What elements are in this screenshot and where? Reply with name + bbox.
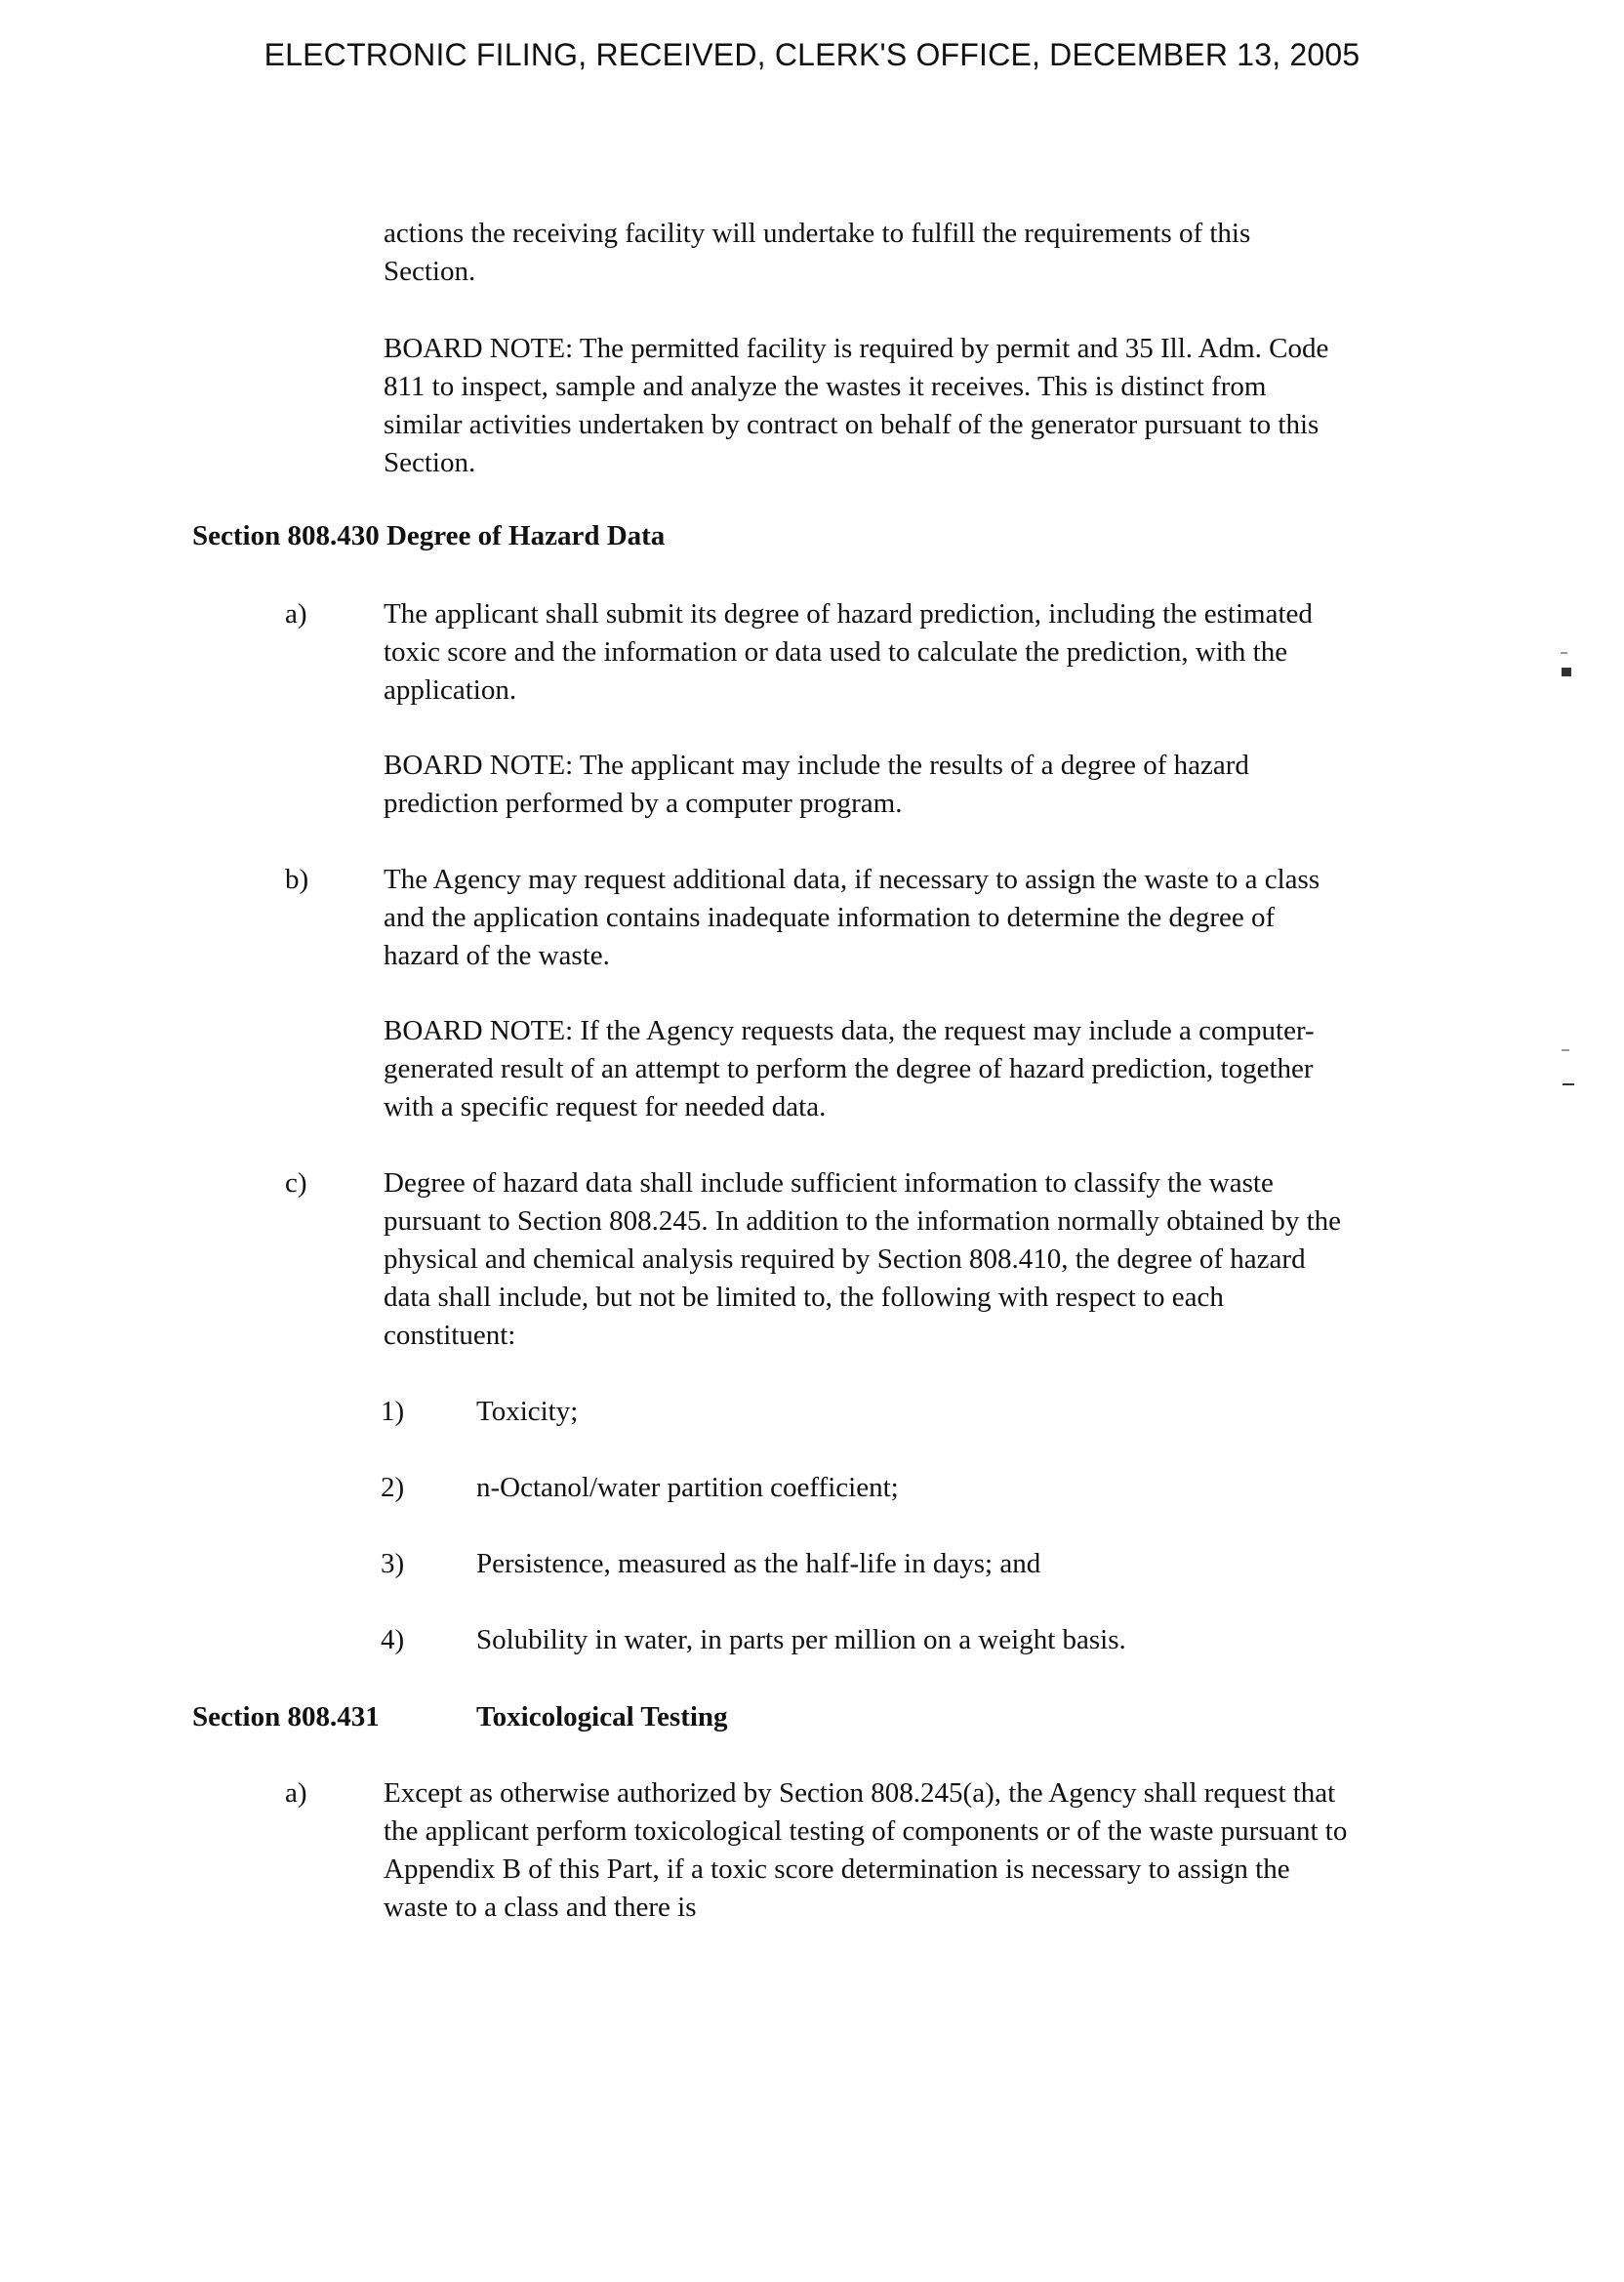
section-431-item-a-text: Except as otherwise authorized by Section 808.245(a), the Agency shall request that the applicant perform toxicological testing of components or of the waste pursuant to Appendix B of this Part, if a toxic score determination is necessary to assign the waste to a class and there is bbox=[384, 1777, 1348, 1923]
section-430-heading: Section 808.430 Degree of Hazard Data bbox=[192, 520, 666, 551]
intro-board-note: BOARD NOTE: The permitted facility is required by permit and 35 Ill. Adm. Code 811 to inspect, sample and analyze the wastes it receives. This is distinct from similar activities undertaken by contract on behalf of the generator pursuant to this Section. bbox=[384, 333, 1329, 478]
item-c-marker: c) bbox=[285, 1167, 307, 1199]
scan-speck bbox=[1562, 1049, 1569, 1051]
item-c-text: Degree of hazard data shall include sufficient information to classify the waste pursuant to Section 808.245. In addition to the information normally obtained by the physical and chemical analysis required by Section 808.410, the degree of hazard data shall include, but not be limited to, the following with respect to each constituent: bbox=[384, 1167, 1342, 1351]
section-431-number: Section 808.431 bbox=[192, 1701, 380, 1732]
section-431-title: Toxicological Testing bbox=[476, 1701, 728, 1732]
item-a-board-note: BOARD NOTE: The applicant may include the results of a degree of hazard prediction performed by a computer program. bbox=[384, 750, 1249, 819]
subitem-3-text: Persistence, measured as the half-life in days; and bbox=[476, 1548, 1041, 1579]
item-a-text: The applicant shall submit its degree of hazard prediction, including the estimated toxic score and the information or data used to calculate the prediction, with the application. bbox=[384, 598, 1313, 706]
filing-header: ELECTRONIC FILING, RECEIVED, CLERK'S OFFICE, DECEMBER 13, 2005 bbox=[264, 37, 1360, 72]
subitem-4-marker: 4) bbox=[381, 1624, 405, 1655]
item-b-board-note: BOARD NOTE: If the Agency requests data, the request may include a computer-generated result of an attempt to perform the degree of hazard prediction, together with a specific request for needed data. bbox=[384, 1015, 1315, 1122]
intro-continuation: actions the receiving facility will undertake to fulfill the requirements of this Section. bbox=[384, 218, 1251, 287]
subitem-1-text: Toxicity; bbox=[476, 1396, 579, 1427]
scan-dash bbox=[1563, 1083, 1574, 1085]
subitem-2-text: n-Octanol/water partition coefficient; bbox=[476, 1472, 899, 1503]
item-b-text: The Agency may request additional data, if necessary to assign the waste to a class and the application contains inadequate information to determine the degree of hazard of the waste. bbox=[384, 864, 1320, 971]
scan-speck bbox=[1561, 652, 1567, 654]
section-431-item-a-marker: a) bbox=[285, 1777, 307, 1809]
subitem-2-marker: 2) bbox=[381, 1472, 405, 1503]
subitem-1-marker: 1) bbox=[381, 1396, 405, 1427]
subitem-4-text: Solubility in water, in parts per million on a weight basis. bbox=[476, 1624, 1126, 1655]
subitem-3-marker: 3) bbox=[381, 1548, 405, 1579]
item-a-marker: a) bbox=[285, 598, 307, 630]
scan-mark bbox=[1562, 668, 1571, 676]
item-b-marker: b) bbox=[285, 864, 309, 895]
